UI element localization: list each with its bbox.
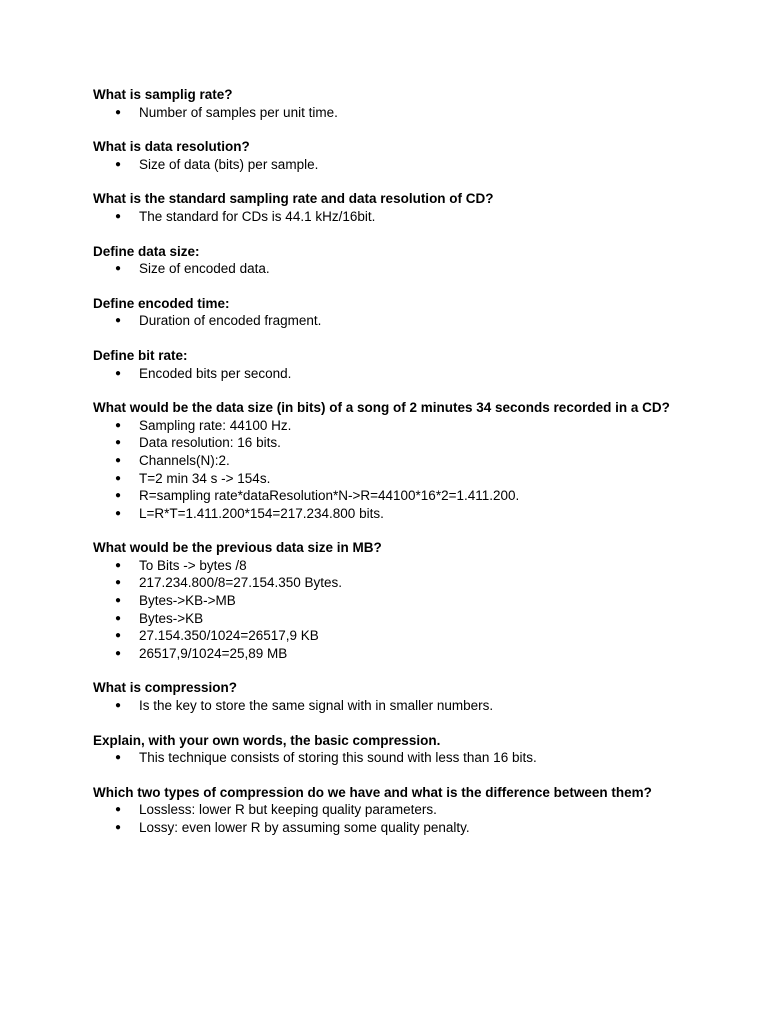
answer-item	[93, 557, 683, 575]
answer-item	[93, 470, 683, 488]
question-heading: What would be the previous data size in MB?	[93, 540, 382, 556]
answer-text: Number of samples per unit time.	[139, 104, 338, 120]
answer-item	[93, 505, 683, 523]
question-heading: Explain, with your own words, the basic compression.	[93, 732, 441, 748]
answer-text: Encoded bits per second.	[139, 365, 292, 381]
qa-section	[93, 399, 683, 522]
qa-section	[93, 138, 683, 173]
answer-text: R=sampling rate*dataResolution*N->R=44100*16*2=1.411.200.	[139, 488, 520, 504]
answer-list	[93, 417, 683, 523]
bullet-icon: ●	[115, 559, 122, 571]
bullet-icon: ●	[115, 315, 122, 327]
bullet-icon: ●	[115, 822, 122, 833]
answer-text: Bytes->KB->MB	[139, 593, 236, 609]
answer-item	[93, 697, 683, 715]
answer-text: Lossless: lower R but keeping quality parameters.	[139, 802, 437, 818]
answer-text: T=2 min 34 s -> 154s.	[139, 470, 271, 486]
answer-list	[93, 801, 683, 836]
answer-text: Lossy: even lower R by assuming some quality penalty.	[139, 820, 470, 835]
answer-text: Channels(N):2.	[139, 452, 230, 468]
answer-item	[93, 610, 683, 628]
answer-text: Size of encoded data.	[139, 261, 270, 277]
bullet-icon: ●	[115, 263, 122, 275]
qa-section	[93, 732, 683, 767]
bullet-icon: ●	[115, 437, 122, 449]
bullet-icon: ●	[115, 507, 122, 519]
document-content	[93, 86, 683, 854]
answer-list	[93, 312, 683, 330]
bullet-icon: ●	[115, 804, 122, 816]
answer-item	[93, 365, 683, 383]
bullet-icon: ●	[115, 612, 122, 624]
answer-item	[93, 627, 683, 645]
answer-item	[93, 819, 683, 837]
answer-text: The standard for CDs is 44.1 kHz/16bit.	[139, 208, 376, 224]
qa-section	[93, 784, 683, 837]
bullet-icon: ●	[115, 367, 122, 379]
bullet-icon: ●	[115, 595, 122, 607]
answer-list	[93, 365, 683, 383]
answer-item	[93, 417, 683, 435]
qa-section	[93, 86, 683, 121]
answer-text: This technique consists of storing this sound with less than 16 bits.	[139, 750, 537, 766]
answer-list	[93, 697, 683, 715]
bullet-icon: ●	[115, 454, 122, 466]
answer-item	[93, 434, 683, 452]
bullet-icon: ●	[115, 472, 122, 484]
answer-item	[93, 208, 683, 226]
question-heading: What is compression?	[93, 680, 238, 696]
answer-text: Duration of encoded fragment.	[139, 313, 322, 329]
answer-item	[93, 312, 683, 330]
answer-item	[93, 452, 683, 470]
bullet-icon: ●	[115, 210, 122, 222]
bullet-icon: ●	[115, 577, 122, 589]
question-heading: What is data resolution?	[93, 139, 250, 155]
answer-text: Bytes->KB	[139, 610, 204, 626]
answer-list	[93, 104, 683, 122]
answer-item	[93, 749, 683, 767]
answer-text: 27.154.350/1024=26517,9 KB	[139, 628, 319, 644]
answer-text: L=R*T=1.411.200*154=217.234.800 bits.	[139, 505, 384, 521]
answer-item	[93, 104, 683, 122]
bullet-icon: ●	[115, 419, 122, 431]
answer-list	[93, 557, 683, 663]
qa-section	[93, 347, 683, 382]
answer-item	[93, 487, 683, 505]
qa-section	[93, 679, 683, 714]
qa-section	[93, 190, 683, 225]
bullet-icon: ●	[115, 647, 122, 659]
answer-list	[93, 208, 683, 226]
question-heading: Define bit rate:	[93, 347, 188, 363]
question-heading: What would be the data size (in bits) of a song of 2 minutes 34 seconds recorded in a CD?	[93, 400, 670, 416]
answer-text: 26517,9/1024=25,89 MB	[139, 645, 288, 661]
qa-section	[93, 295, 683, 330]
bullet-icon: ●	[115, 158, 122, 170]
answer-text: Size of data (bits) per sample.	[139, 156, 319, 172]
question-heading: What is samplig rate?	[93, 87, 233, 102]
question-heading: What is the standard sampling rate and data resolution of CD?	[93, 191, 494, 207]
answer-item	[93, 592, 683, 610]
bullet-icon: ●	[115, 752, 122, 764]
answer-list	[93, 749, 683, 767]
question-heading: Define data size:	[93, 243, 200, 259]
answer-item	[93, 645, 683, 663]
answer-text: Data resolution: 16 bits.	[139, 435, 281, 451]
bullet-icon: ●	[115, 106, 122, 118]
bullet-icon: ●	[115, 700, 122, 712]
bullet-icon: ●	[115, 630, 122, 642]
question-heading: Define encoded time:	[93, 295, 230, 311]
question-heading: Which two types of compression do we have and what is the difference between them?	[93, 784, 652, 800]
answer-text: Is the key to store the same signal with in smaller numbers.	[139, 698, 494, 714]
answer-text: To Bits -> bytes /8	[139, 557, 247, 573]
answer-text: 217.234.800/8=27.154.350 Bytes.	[139, 575, 343, 591]
answer-item	[93, 574, 683, 592]
answer-list	[93, 156, 683, 174]
answer-item	[93, 260, 683, 278]
qa-section	[93, 243, 683, 278]
bullet-icon: ●	[115, 490, 122, 502]
qa-section	[93, 539, 683, 662]
answer-text: Sampling rate: 44100 Hz.	[139, 417, 292, 433]
answer-item	[93, 801, 683, 819]
answer-list	[93, 260, 683, 278]
answer-item	[93, 156, 683, 174]
